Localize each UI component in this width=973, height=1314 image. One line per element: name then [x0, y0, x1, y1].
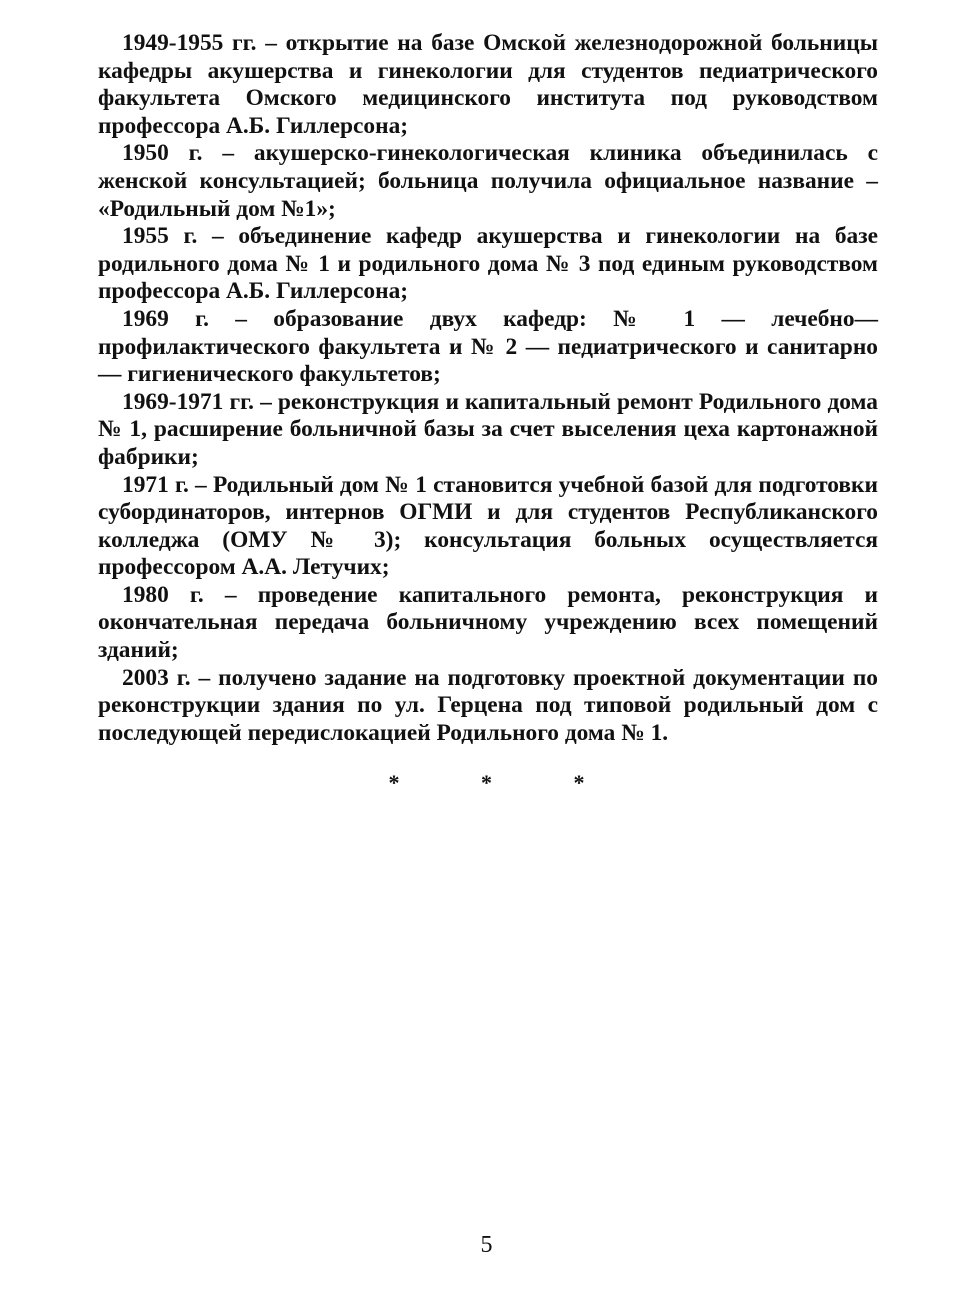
chronology-entry-1969: 1969 г. – образование двух кафедр: № 1 — лечебно—профилактического факультета и № 2 — педиатрического и санитарно — гигиенического факультетов;	[98, 305, 878, 388]
chronology-entry-1971: 1971 г. – Родильный дом № 1 становится учебной базой для подготовки субординаторов, интернов ОГМИ и для студентов Республиканского колледжа (ОМУ № 3); консультация больных осуществляется профессором А.А. Летучих;	[98, 471, 878, 581]
chronology-entry-1955: 1955 г. – объединение кафедр акушерства и гинекологии на базе родильного дома № 1 и родильного дома № 3 под единым руководством профессора А.Б. Гиллерсона;	[98, 223, 878, 305]
page-number: 5	[480, 1232, 493, 1258]
chronology-entry-1950: 1950 г. – акушерско-гинекологическая клиника объединилась с женской консультацией; больница получила официальное название – «Родильный дом №1»;	[98, 140, 878, 222]
chronology-entry-1969-1971: 1969-1971 гг. – реконструкция и капитальный ремонт Родильного дома № 1, расширение больничной базы за счет выселения цеха картонажной фабрики;	[98, 388, 878, 470]
section-separator: * * *	[388, 770, 623, 795]
chronology-text	[98, 30, 878, 747]
chronology-entry-1980: 1980 г. – проведение капитального ремонта, реконструкция и окончательная передача больничному учреждению всех помещений зданий;	[98, 581, 878, 664]
chronology-entry-1949: 1949-1955 гг. – открытие на базе Омской железнодорожной больницы кафедры акушерства и гинекологии для студентов педиатрического факультета Омского медицинского института под руководством профессора А.Б. Гиллерсона;	[98, 30, 878, 139]
chronology-entry-2003: 2003 г. – получено задание на подготовку проектной документации по реконструкции здания по ул. Герцена под типовой родильный дом с последующей передислокацией Родильного дома № 1.	[98, 664, 878, 746]
